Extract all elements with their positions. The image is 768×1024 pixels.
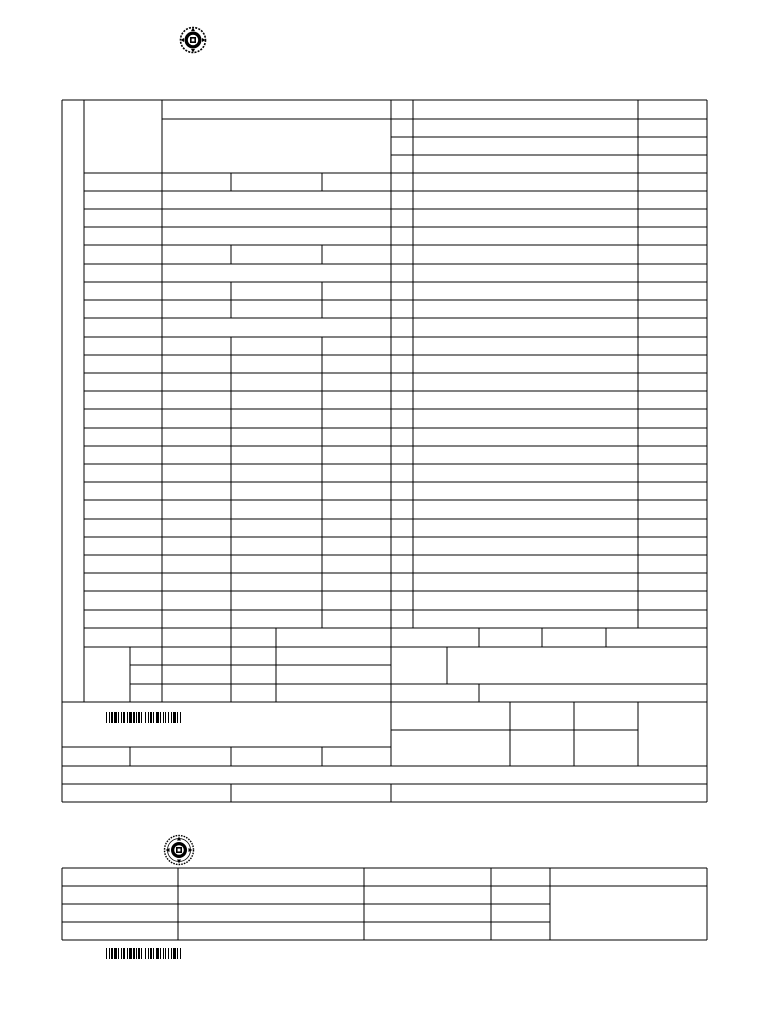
barcode-bar [118,712,119,723]
lower-seal-icon [163,834,195,866]
barcode-bar [123,712,125,723]
barcode-bar [165,712,166,723]
barcode-bar [136,948,137,959]
barcode-bar [114,712,117,723]
barcode-bar [109,712,110,723]
barcode-bar [106,948,107,959]
barcode-bar [163,712,164,723]
barcode-bar [153,948,154,959]
barcode-bar [173,712,176,723]
barcode-bar [123,948,125,959]
barcode-bar [171,948,172,959]
barcode-bar [165,948,166,959]
barcode-bar [141,948,142,959]
barcode-bar [150,948,152,959]
barcode-bar [121,712,122,723]
upper-seal-icon [179,26,207,54]
barcode-bar [145,712,146,723]
barcode-bar [153,712,154,723]
barcode-bar [129,948,132,959]
barcode-bar [148,948,149,959]
barcode-bar [160,712,161,723]
barcode-bar [173,948,176,959]
lower-barcode-icon [106,948,212,959]
upper-barcode-icon [106,712,212,723]
barcode-bar [177,948,178,959]
barcode-bar [129,712,132,723]
barcode-bar [177,712,178,723]
barcode-bar [180,948,181,959]
barcode-bar [121,948,122,959]
barcode-bar [118,948,119,959]
barcode-bar [171,712,172,723]
barcode-bar [180,712,181,723]
barcode-bar [106,712,107,723]
barcode-bar [136,712,137,723]
barcode-bar [148,712,149,723]
barcode-bar [141,712,142,723]
barcode-bar [168,948,169,959]
barcode-bar [114,948,117,959]
barcode-bar [168,712,169,723]
barcode-bar [109,948,110,959]
barcode-bar [111,712,113,723]
barcode-bar [145,948,146,959]
barcode-bar [156,712,159,723]
barcode-bar [138,948,140,959]
barcode-bar [156,948,159,959]
barcode-bar [111,948,113,959]
barcode-bar [133,948,135,959]
barcode-bar [163,948,164,959]
barcode-bar [138,712,140,723]
barcode-bar [127,712,128,723]
barcode-bar [160,948,161,959]
barcode-bar [133,712,135,723]
barcode-bar [150,712,152,723]
barcode-bar [127,948,128,959]
